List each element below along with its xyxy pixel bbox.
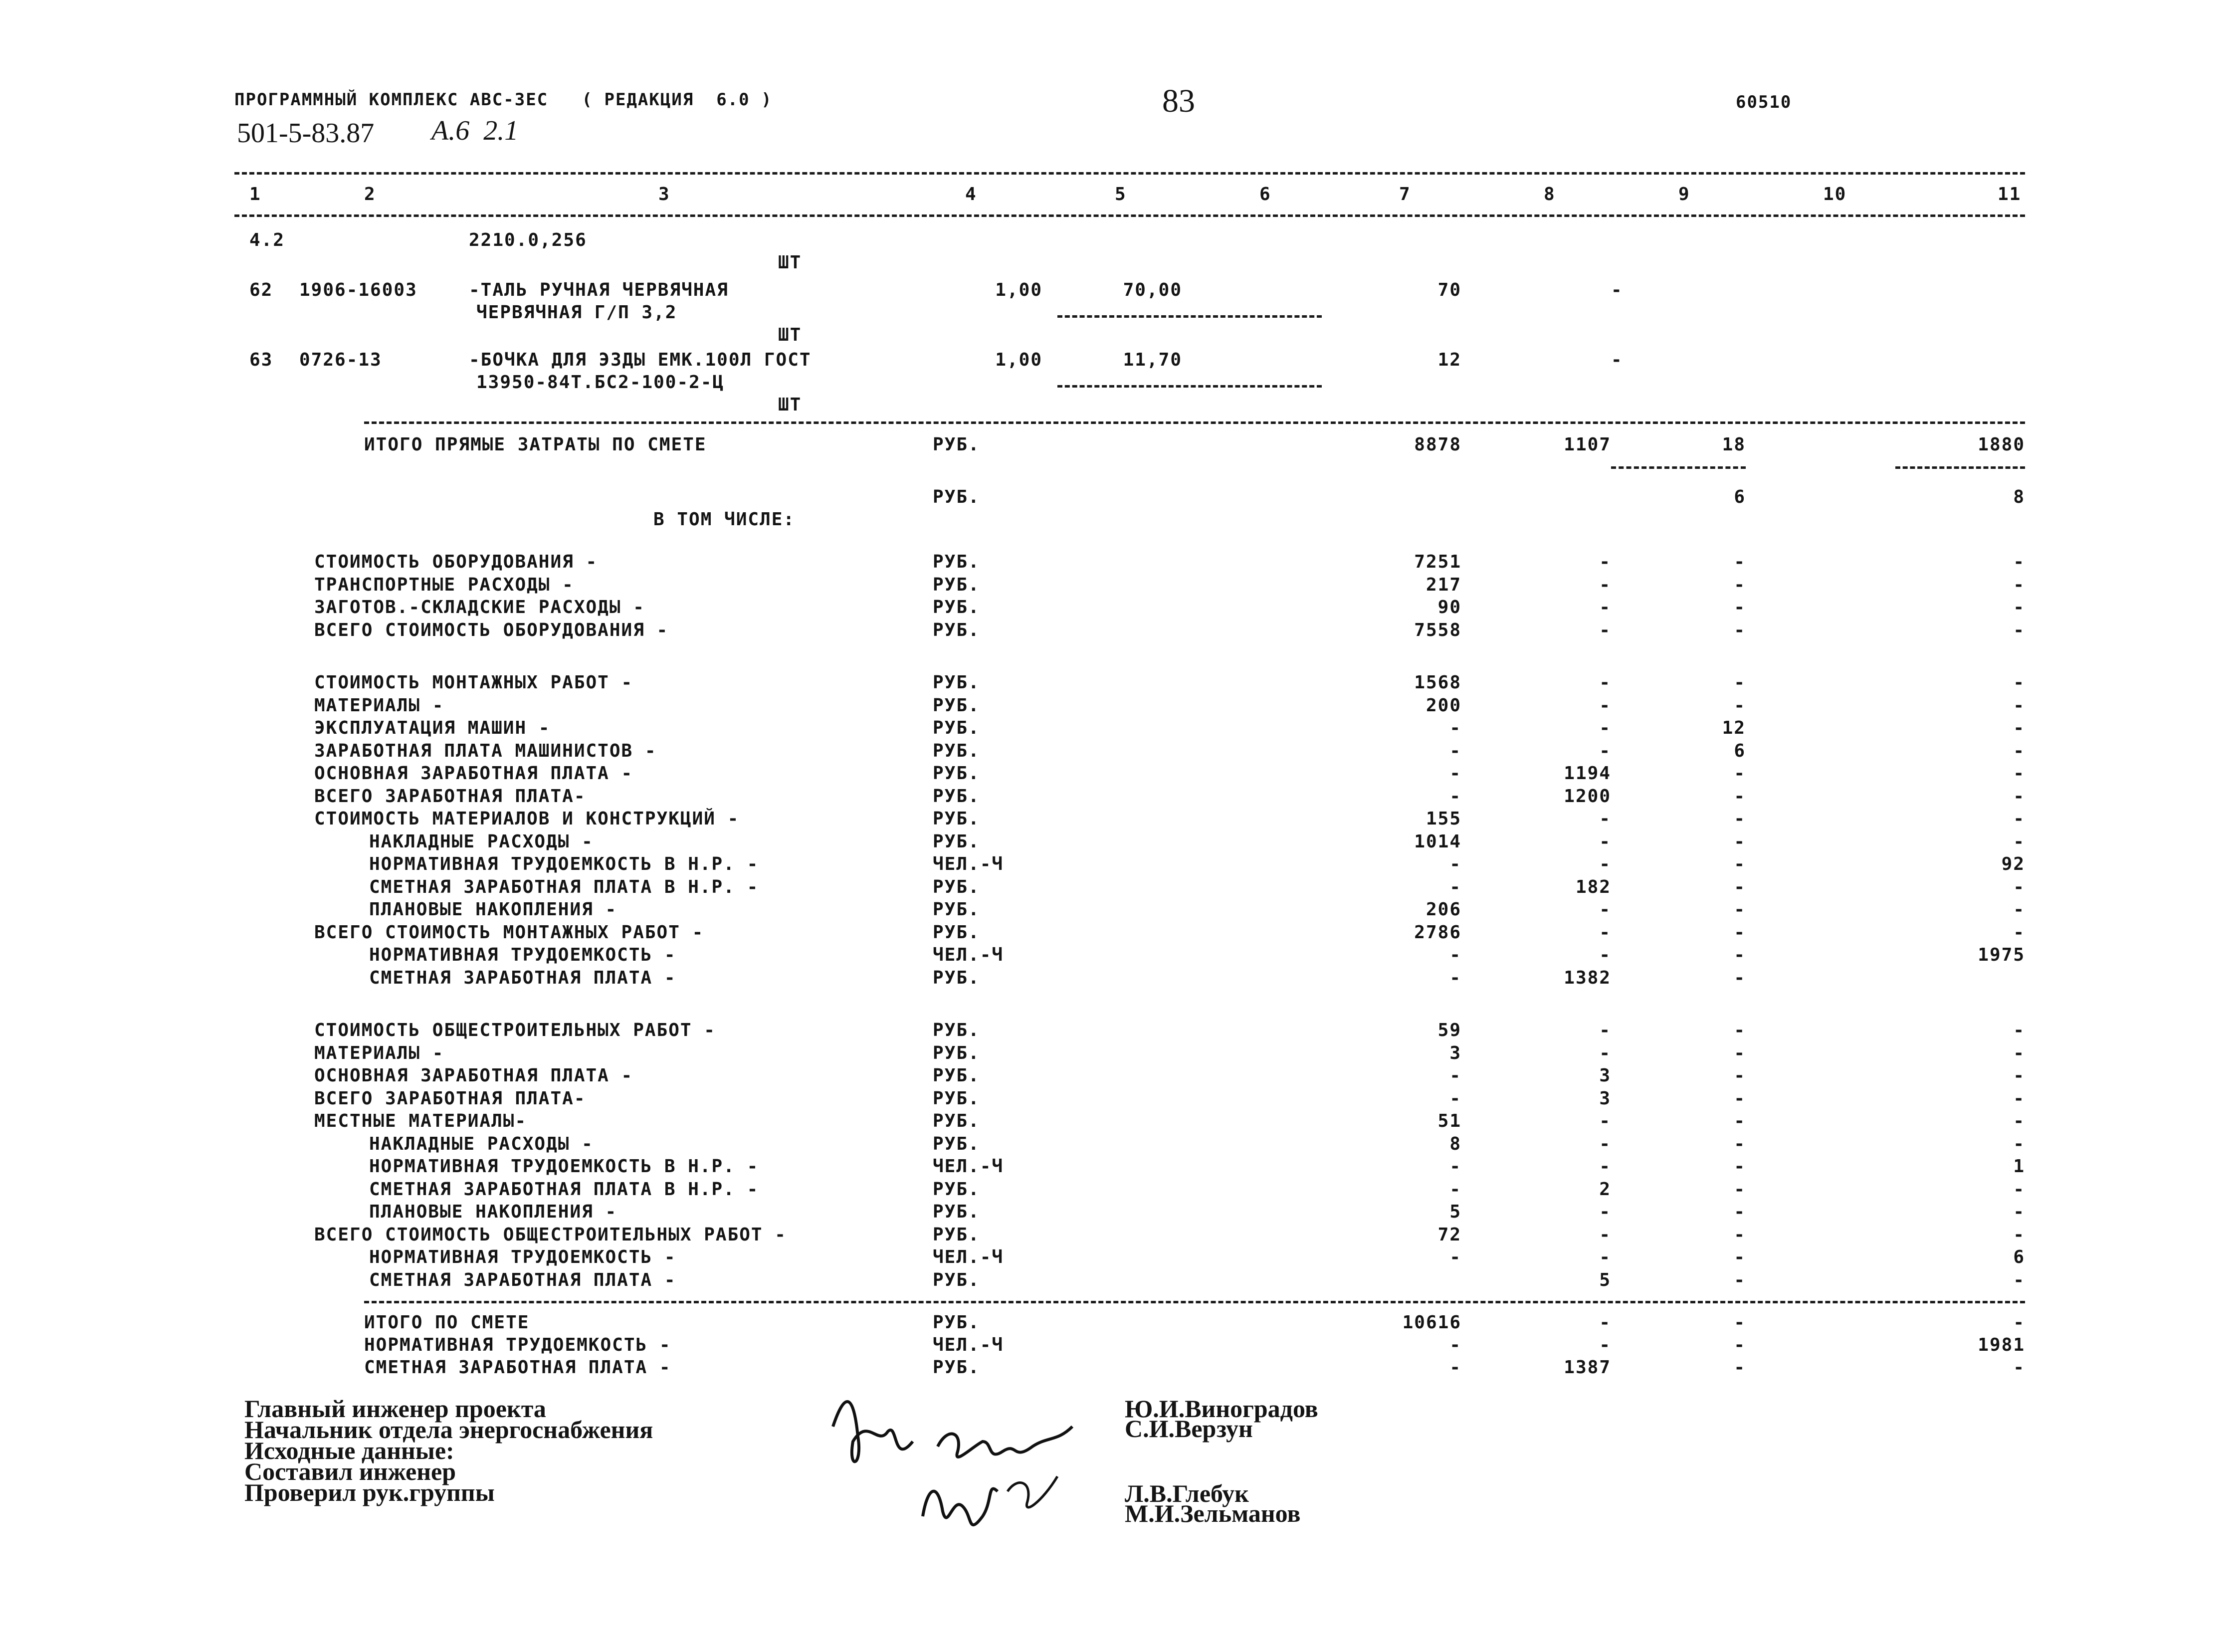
cost-row-c7: 2786	[1414, 922, 1461, 943]
cost-row-label: ТРАНСПОРТНЫЕ РАСХОДЫ -	[314, 574, 574, 595]
direct-costs-wage: 1107	[1564, 434, 1611, 455]
cost-row-label: НОРМАТИВНАЯ ТРУДОЕМКОСТЬ -	[369, 1247, 676, 1267]
direct-costs-unit: РУБ.	[933, 434, 980, 455]
cost-row-c8: -	[1599, 809, 1611, 829]
signature-scribble	[823, 1367, 1102, 1556]
cost-row-c11: -	[2013, 809, 2025, 829]
item-quantity: 1,00	[995, 280, 1042, 300]
album-number: А.6 2.1	[431, 115, 519, 146]
signature-role: Главный инженер проекта	[244, 1395, 546, 1423]
cost-row-c8: -	[1599, 1133, 1611, 1154]
cost-row-c11: 1975	[1978, 945, 2025, 965]
cost-row-unit: РУБ.	[933, 620, 980, 640]
cost-row-c11: -	[2013, 1111, 2025, 1131]
cost-row-c7: -	[1449, 1065, 1461, 1086]
cost-row-label: СМЕТНАЯ ЗАРАБОТНАЯ ПЛАТА В Н.Р. -	[369, 1179, 759, 1200]
item-number: 4.2	[249, 230, 285, 250]
code-right: 60510	[1736, 92, 1792, 112]
cost-row-label: СМЕТНАЯ ЗАРАБОТНАЯ ПЛАТА -	[369, 967, 676, 988]
signature-role: Начальник отдела энергоснабжения	[244, 1416, 653, 1444]
cost-row-c8: 1194	[1564, 763, 1611, 784]
cost-row-unit: РУБ.	[933, 922, 980, 943]
cost-row-c9: -	[1734, 854, 1746, 874]
total-row-label: НОРМАТИВНАЯ ТРУДОЕМКОСТЬ -	[364, 1335, 671, 1355]
cost-row-label: ПЛАНОВЫЕ НАКОПЛЕНИЯ -	[369, 1202, 617, 1222]
cost-row-c8: -	[1599, 1224, 1611, 1245]
cost-row-c7: 3	[1449, 1042, 1461, 1063]
cost-row-c8: -	[1599, 1202, 1611, 1222]
cost-row-c7: 72	[1437, 1224, 1461, 1245]
signature-role: Проверил рук.группы	[244, 1478, 495, 1506]
direct-costs-subrule	[1611, 466, 1746, 469]
cost-row-c7: 90	[1437, 597, 1461, 618]
cost-row-unit: РУБ.	[933, 740, 980, 761]
cost-row-unit: РУБ.	[933, 876, 980, 897]
cost-row-c11: -	[2013, 1179, 2025, 1200]
program-header: ПРОГРАММНЫЙ КОМПЛЕКС АВС-3ЕС ( РЕДАКЦИЯ 6.0 )	[234, 90, 773, 110]
signature-name: Ю.И.Виноградов	[1125, 1395, 1318, 1423]
cost-row-label: ОСНОВНАЯ ЗАРАБОТНАЯ ПЛАТА -	[314, 763, 633, 784]
item-unit: ШТ	[778, 252, 802, 273]
item-number: 63	[249, 350, 273, 370]
cost-row-c7: -	[1449, 1156, 1461, 1177]
cost-row-c7: 7251	[1414, 552, 1461, 572]
cost-row-c11: 92	[2001, 854, 2025, 874]
cost-row-unit: РУБ.	[933, 831, 980, 852]
cost-row-label: СТОИМОСТЬ МАТЕРИАЛОВ И КОНСТРУКЦИЙ -	[314, 809, 740, 829]
cost-row-c9: -	[1734, 1065, 1746, 1086]
cost-row-c11: -	[2013, 1224, 2025, 1245]
cost-row-c11: -	[2013, 899, 2025, 920]
cost-row-c7: -	[1449, 945, 1461, 965]
cost-row-c9: -	[1734, 552, 1746, 572]
item-description: -ТАЛЬ РУЧНАЯ ЧЕРВЯЧНАЯ	[469, 280, 729, 300]
cost-row-label: СМЕТНАЯ ЗАРАБОТНАЯ ПЛАТА -	[369, 1269, 676, 1290]
cost-row-c7: -	[1449, 763, 1461, 784]
cost-row-c11: -	[2013, 876, 2025, 897]
direct-costs-rule	[364, 421, 2025, 424]
total-row-c9: -	[1734, 1335, 1746, 1355]
column-number: 5	[1115, 184, 1127, 205]
cost-row-label: СМЕТНАЯ ЗАРАБОТНАЯ ПЛАТА В Н.Р. -	[369, 876, 759, 897]
doc-code: 501-5-83.87	[237, 118, 375, 149]
cost-row-label: ЗАРАБОТНАЯ ПЛАТА МАШИНИСТОВ -	[314, 740, 657, 761]
cost-row-c9: -	[1734, 574, 1746, 595]
cost-row-c9: -	[1734, 922, 1746, 943]
cost-row-unit: РУБ.	[933, 1088, 980, 1109]
cost-row-c11: 6	[2013, 1247, 2025, 1267]
signature-name: Л.В.Глебук	[1125, 1479, 1249, 1507]
cost-row-c7: -	[1449, 876, 1461, 897]
column-number: 2	[364, 184, 376, 205]
column-number: 7	[1399, 184, 1411, 205]
cost-row-c11: -	[2013, 574, 2025, 595]
item-total: 70	[1437, 280, 1461, 300]
cost-row-c7: 1014	[1414, 831, 1461, 852]
cost-row-label: НАКЛАДНЫЕ РАСХОДЫ -	[369, 1133, 594, 1154]
cost-row-c8: -	[1599, 695, 1611, 716]
item-subrule	[1057, 315, 1322, 318]
cost-row-c11: 1	[2013, 1156, 2025, 1177]
cost-row-c9: -	[1734, 1202, 1746, 1222]
cost-row-c11: -	[2013, 620, 2025, 640]
cost-row-c9: -	[1734, 1088, 1746, 1109]
cost-row-label: НОРМАТИВНАЯ ТРУДОЕМКОСТЬ -	[369, 945, 676, 965]
including-label: В ТОМ ЧИСЛЕ:	[653, 509, 796, 530]
cost-row-unit: ЧЕЛ.-Ч	[933, 854, 1004, 874]
cost-row-unit: РУБ.	[933, 1179, 980, 1200]
cost-row-c11: -	[2013, 597, 2025, 618]
cost-row-c7: -	[1449, 1247, 1461, 1267]
cost-row-c8: -	[1599, 854, 1611, 874]
cost-row-c7: -	[1449, 718, 1461, 738]
total-row-c9: -	[1734, 1312, 1746, 1333]
cost-row-unit: РУБ.	[933, 1042, 980, 1063]
cost-row-label: ЗАГОТОВ.-СКЛАДСКИЕ РАСХОДЫ -	[314, 597, 645, 618]
item-code: 0726-13	[299, 350, 382, 370]
cost-row-c11: -	[2013, 831, 2025, 852]
cost-row-c11: -	[2013, 1088, 2025, 1109]
cost-row-c9: -	[1734, 597, 1746, 618]
cost-row-c11: -	[2013, 1042, 2025, 1063]
cost-row-c11: -	[2013, 1133, 2025, 1154]
item-wage: -	[1611, 280, 1623, 300]
cost-row-label: СТОИМОСТЬ ОБЩЕСТРОИТЕЛЬНЫХ РАБОТ -	[314, 1020, 716, 1040]
cost-row-label: ОСНОВНАЯ ЗАРАБОТНАЯ ПЛАТА -	[314, 1065, 633, 1086]
cost-row-c7: -	[1449, 1179, 1461, 1200]
cost-row-c7: -	[1449, 1088, 1461, 1109]
cost-row-c8: -	[1599, 552, 1611, 572]
total-row-label: СМЕТНАЯ ЗАРАБОТНАЯ ПЛАТА -	[364, 1357, 671, 1378]
total-row-unit: РУБ.	[933, 1357, 980, 1378]
cost-row-c7: 1568	[1414, 672, 1461, 693]
direct-costs-sub-unit: РУБ.	[933, 487, 980, 507]
total-row-c11: -	[2013, 1312, 2025, 1333]
cost-row-unit: РУБ.	[933, 718, 980, 738]
total-row-unit: ЧЕЛ.-Ч	[933, 1335, 1004, 1355]
cost-row-unit: ЧЕЛ.-Ч	[933, 1247, 1004, 1267]
column-number: 6	[1259, 184, 1271, 205]
signature-role: Исходные данные:	[244, 1437, 454, 1464]
cost-row-c9: -	[1734, 1111, 1746, 1131]
cost-row-c8: 2	[1599, 1179, 1611, 1200]
cost-row-label: МАТЕРИАЛЫ -	[314, 1042, 444, 1063]
cost-row-c7: -	[1449, 854, 1461, 874]
cost-row-c11: -	[2013, 1065, 2025, 1086]
direct-costs-c9: 18	[1722, 434, 1746, 455]
total-row-unit: РУБ.	[933, 1312, 980, 1333]
item-total: 12	[1437, 350, 1461, 370]
cost-row-unit: ЧЕЛ.-Ч	[933, 1156, 1004, 1177]
cost-row-unit: РУБ.	[933, 1269, 980, 1290]
cost-row-c8: -	[1599, 945, 1611, 965]
cost-row-unit: РУБ.	[933, 574, 980, 595]
cost-row-unit: РУБ.	[933, 763, 980, 784]
cost-row-c8: -	[1599, 597, 1611, 618]
cost-row-c9: -	[1734, 831, 1746, 852]
cost-row-c11: -	[2013, 1202, 2025, 1222]
signature-role: Составил инженер	[244, 1457, 456, 1485]
cost-row-c8: -	[1599, 718, 1611, 738]
item-description-cont: ЧЕРВЯЧНАЯ Г/П 3,2	[476, 302, 677, 323]
cost-row-c8: -	[1599, 1042, 1611, 1063]
cost-row-c7: -	[1449, 740, 1461, 761]
cost-row-unit: РУБ.	[933, 899, 980, 920]
cost-row-c8: -	[1599, 1111, 1611, 1131]
cost-row-unit: РУБ.	[933, 967, 980, 988]
signature-name: С.И.Верзун	[1125, 1415, 1253, 1443]
table-header-rule	[234, 214, 2025, 217]
cost-row-c8: 5	[1599, 1269, 1611, 1290]
column-number: 3	[658, 184, 670, 205]
cost-row-c8: -	[1599, 922, 1611, 943]
cost-row-c9: -	[1734, 945, 1746, 965]
cost-row-c7: 59	[1437, 1020, 1461, 1040]
column-number: 10	[1823, 184, 1847, 205]
cost-row-c8: -	[1599, 831, 1611, 852]
direct-costs-sub-c9: 6	[1734, 487, 1746, 507]
item-quantity: 1,00	[995, 350, 1042, 370]
cost-row-unit: РУБ.	[933, 1202, 980, 1222]
cost-row-c8: 182	[1575, 876, 1611, 897]
cost-row-label: ВСЕГО СТОИМОСТЬ ОБЩЕСТРОИТЕЛЬНЫХ РАБОТ -	[314, 1224, 787, 1245]
item-subrule	[1057, 385, 1322, 388]
cost-row-c7: 155	[1425, 809, 1461, 829]
cost-row-unit: РУБ.	[933, 1065, 980, 1086]
cost-row-c8: 3	[1599, 1065, 1611, 1086]
cost-row-c11: -	[2013, 672, 2025, 693]
item-description: -БОЧКА ДЛЯ ЭЗДЫ ЕМК.100Л ГОСТ	[469, 350, 812, 370]
cost-row-c7: 7558	[1414, 620, 1461, 640]
cost-row-c7: -	[1449, 967, 1461, 988]
cost-row-c11: -	[2013, 786, 2025, 807]
cost-row-unit: РУБ.	[933, 552, 980, 572]
cost-row-c11: -	[2013, 695, 2025, 716]
cost-row-c9: -	[1734, 1269, 1746, 1290]
cost-row-unit: РУБ.	[933, 786, 980, 807]
column-number: 1	[249, 184, 261, 205]
cost-row-label: ВСЕГО ЗАРАБОТНАЯ ПЛАТА-	[314, 1088, 586, 1109]
cost-row-unit: РУБ.	[933, 597, 980, 618]
cost-row-c8: 3	[1599, 1088, 1611, 1109]
item-unit: ШТ	[778, 325, 802, 345]
cost-row-c9: -	[1734, 1042, 1746, 1063]
total-row-c11: -	[2013, 1357, 2025, 1378]
direct-costs-c11: 1880	[1978, 434, 2025, 455]
cost-row-c8: -	[1599, 574, 1611, 595]
cost-row-unit: РУБ.	[933, 1133, 980, 1154]
cost-row-c11: -	[2013, 1269, 2025, 1290]
total-row-c7: -	[1449, 1357, 1461, 1378]
total-row-c8: 1387	[1564, 1357, 1611, 1378]
total-row-label: ИТОГО ПО СМЕТЕ	[364, 1312, 530, 1333]
cost-row-c8: 1200	[1564, 786, 1611, 807]
cost-row-c9: -	[1734, 1179, 1746, 1200]
item-wage: -	[1611, 350, 1623, 370]
cost-row-c7: 8	[1449, 1133, 1461, 1154]
cost-row-unit: РУБ.	[933, 1111, 980, 1131]
cost-row-c9: -	[1734, 1133, 1746, 1154]
cost-row-c11: -	[2013, 922, 2025, 943]
cost-row-c8: -	[1599, 620, 1611, 640]
cost-row-c9: -	[1734, 620, 1746, 640]
cost-row-c11: -	[2013, 740, 2025, 761]
cost-row-c9: -	[1734, 1020, 1746, 1040]
direct-costs-sub-c11: 8	[2013, 487, 2025, 507]
cost-row-unit: РУБ.	[933, 672, 980, 693]
cost-row-label: МЕСТНЫЕ МАТЕРИАЛЫ-	[314, 1111, 527, 1131]
direct-costs-subrule	[1895, 466, 2025, 469]
cost-row-c7: 200	[1425, 695, 1461, 716]
total-row-c7: 10616	[1402, 1312, 1461, 1333]
direct-costs-label: ИТОГО ПРЯМЫЕ ЗАТРАТЫ ПО СМЕТЕ	[364, 434, 707, 455]
total-row-c9: -	[1734, 1357, 1746, 1378]
cost-row-label: ПЛАНОВЫЕ НАКОПЛЕНИЯ -	[369, 899, 617, 920]
signature-name: М.И.Зельманов	[1125, 1499, 1301, 1527]
cost-row-c8: -	[1599, 1247, 1611, 1267]
page-number: 83	[1162, 83, 1195, 119]
cost-row-label: НАКЛАДНЫЕ РАСХОДЫ -	[369, 831, 594, 852]
cost-row-label: ЭКСПЛУАТАЦИЯ МАШИН -	[314, 718, 551, 738]
cost-row-c11: -	[2013, 1020, 2025, 1040]
item-number: 62	[249, 280, 273, 300]
cost-row-c9: -	[1734, 672, 1746, 693]
item-code: 1906-16003	[299, 280, 417, 300]
table-top-rule	[234, 172, 2025, 175]
cost-row-c9: -	[1734, 967, 1746, 988]
cost-row-c8: 1382	[1564, 967, 1611, 988]
cost-row-unit: РУБ.	[933, 1224, 980, 1245]
cost-row-c9: 12	[1722, 718, 1746, 738]
cost-row-c9: -	[1734, 876, 1746, 897]
cost-row-c9: -	[1734, 899, 1746, 920]
cost-row-label: СТОИМОСТЬ ОБОРУДОВАНИЯ -	[314, 552, 598, 572]
cost-row-c9: -	[1734, 1247, 1746, 1267]
cost-row-c7: 217	[1425, 574, 1461, 595]
cost-row-c9: -	[1734, 695, 1746, 716]
cost-row-c9: -	[1734, 786, 1746, 807]
cost-row-c9: -	[1734, 1224, 1746, 1245]
cost-row-c7: 206	[1425, 899, 1461, 920]
total-row-c11: 1981	[1978, 1335, 2025, 1355]
cost-row-label: ВСЕГО СТОИМОСТЬ МОНТАЖНЫХ РАБОТ -	[314, 922, 704, 943]
item-price: 11,70	[1123, 350, 1182, 370]
cost-row-c11: -	[2013, 552, 2025, 572]
cost-row-c11: -	[2013, 718, 2025, 738]
column-number: 11	[1998, 184, 2022, 205]
cost-row-c7: -	[1449, 786, 1461, 807]
item-price: 70,00	[1123, 280, 1182, 300]
cost-row-c9: -	[1734, 763, 1746, 784]
column-number: 8	[1544, 184, 1556, 205]
cost-row-label: НОРМАТИВНАЯ ТРУДОЕМКОСТЬ В Н.Р. -	[369, 1156, 759, 1177]
cost-row-label: СТОИМОСТЬ МОНТАЖНЫХ РАБОТ -	[314, 672, 633, 693]
item-code: 2210.0,256	[469, 230, 587, 250]
total-row-c7: -	[1449, 1335, 1461, 1355]
item-description-cont: 13950-84Т.БС2-100-2-Ц	[476, 372, 725, 393]
item-unit: ШТ	[778, 395, 802, 415]
cost-row-label: ВСЕГО СТОИМОСТЬ ОБОРУДОВАНИЯ -	[314, 620, 669, 640]
totals-rule	[364, 1301, 2025, 1303]
cost-row-c7: 51	[1437, 1111, 1461, 1131]
total-row-c8: -	[1599, 1335, 1611, 1355]
cost-row-c9: -	[1734, 1156, 1746, 1177]
cost-row-c8: -	[1599, 899, 1611, 920]
total-row-c8: -	[1599, 1312, 1611, 1333]
column-number: 9	[1678, 184, 1690, 205]
cost-row-label: МАТЕРИАЛЫ -	[314, 695, 444, 716]
cost-row-c11: -	[2013, 763, 2025, 784]
cost-row-unit: РУБ.	[933, 1020, 980, 1040]
direct-costs-total: 8878	[1414, 434, 1461, 455]
cost-row-unit: РУБ.	[933, 695, 980, 716]
cost-row-unit: ЧЕЛ.-Ч	[933, 945, 1004, 965]
cost-row-label: ВСЕГО ЗАРАБОТНАЯ ПЛАТА-	[314, 786, 586, 807]
cost-row-c9: -	[1734, 809, 1746, 829]
cost-row-c9: 6	[1734, 740, 1746, 761]
cost-row-c8: -	[1599, 672, 1611, 693]
cost-row-c8: -	[1599, 740, 1611, 761]
cost-row-c8: -	[1599, 1020, 1611, 1040]
cost-row-unit: РУБ.	[933, 809, 980, 829]
cost-row-c7: 5	[1449, 1202, 1461, 1222]
cost-row-c8: -	[1599, 1156, 1611, 1177]
column-number: 4	[965, 184, 977, 205]
cost-row-label: НОРМАТИВНАЯ ТРУДОЕМКОСТЬ В Н.Р. -	[369, 854, 759, 874]
